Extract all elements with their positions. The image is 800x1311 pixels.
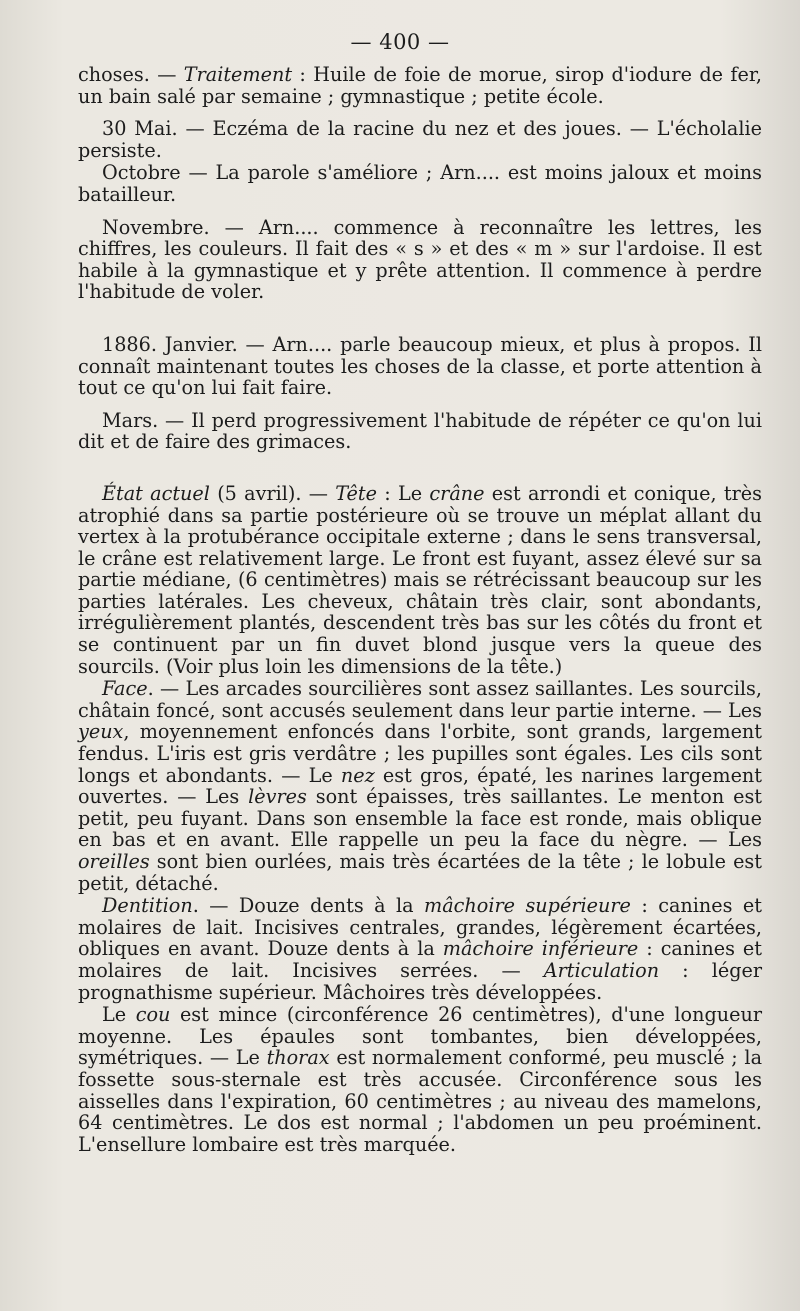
paragraph-1886-janvier (78, 334, 762, 399)
paragraph-30-mai (78, 118, 762, 161)
text-run: : Le (376, 481, 430, 505)
italic-term: nez (340, 763, 375, 787)
paragraph-octobre (78, 162, 762, 205)
text-run: : Huile de foie de morue, sirop d'iodure de fer, un bain salé par semaine ; gymnastique ; petite école. (78, 63, 762, 108)
italic-term: Face (102, 677, 148, 701)
text-run: est mince (circonférence 26 centimètres), d'une longueur moyenne. Les épaules sont tombantes, bien développées, symétriques. — Le (78, 1003, 762, 1070)
paragraph-traitement (78, 64, 762, 107)
text-run: : canines et molaires de lait. Incisives centrales, grandes, légèrement écartées, obliques en avant. Douze dents à la (78, 894, 762, 961)
paragraph-etat-actuel (78, 483, 762, 677)
text-run: Octobre — La parole s'améliore ; Arn.... est moins jaloux et moins batailleur. (78, 161, 762, 206)
italic-term: Articulation (543, 958, 660, 982)
text-run: est gros, épaté, les narines largement ouvertes. — Les (78, 763, 762, 809)
italic-term: crâne (429, 481, 485, 505)
text-run: . — Les arcades sourcilières sont assez saillantes. Les sourcils, châtain foncé, sont accusés seulement dans leur partie interne. — Les (78, 677, 762, 722)
italic-term: oreilles (78, 850, 150, 873)
text-run: Novembre. — Arn.... commence à reconnaître les lettres, les chiffres, les couleurs. Il fait des « s » et des « m » sur l'ardoise. Il est habile à la gymnastique et y prête attention. Il commence à perdre l'habitude de voler. (78, 215, 762, 304)
italic-term: thorax (266, 1046, 330, 1070)
text-run: : canines et molaires de lait. Incisives serrées. — (78, 937, 762, 982)
paragraph-dentition (78, 895, 762, 1003)
paragraph-mars (78, 410, 762, 453)
text-run: Mars. — Il perd progressivement l'habitude de répéter ce qu'on lui dit et de faire des grimaces. (78, 408, 762, 454)
text-run: Le (102, 1003, 136, 1027)
italic-term: lèvres (248, 785, 307, 809)
text-run: , moyennement enfoncés dans l'orbite, sont grands, largement fendus. L'iris est gris verdâtre ; les pupilles sont égales. Les cils sont longs et abondants. — Le (78, 720, 762, 787)
italic-term: État actuel (102, 481, 210, 505)
text-run: : léger prognathisme supérieur. Mâchoires très développées. (78, 958, 762, 1004)
page-body (78, 64, 762, 1155)
italic-term: mâchoire inférieure (442, 937, 639, 961)
italic-term: yeux (78, 720, 124, 744)
page-number: — 400 — (350, 30, 450, 54)
text-run: (5 avril). — (209, 481, 336, 505)
italic-term: Traitement (183, 63, 293, 86)
italic-term: Tête (335, 481, 377, 505)
text-run: sont épaisses, très saillantes. Le menton est petit, peu fuyant. Dans son ensemble la face est ronde, mais oblique en bas et en avant. Elle rappelle un peu la face du nègre. — Les (78, 785, 762, 852)
italic-term: mâchoire supérieure (424, 894, 631, 918)
text-run: . — Douze dents à la (192, 894, 425, 918)
text-run: choses. — (78, 63, 184, 86)
paragraph-face (78, 678, 762, 894)
text-run: est arrondi et conique, très atrophié dans sa partie postérieure où se trouve un méplat allant du vertex à la protubérance occipitale externe ; dans le sens transversal, le crâne est relativement large. Le front est fuyant, assez élevé sur sa partie médiane, (6 centimètres) mais se rétrécissant beaucoup sur les parties latérales. Les cheveux, châtain très clair, sont abondants, irrégulièrement plantés, descendent très bas sur les côtés du front et se continuent par un fin duvet blond jusque vers la queue des sourcils. (Voir plus loin les dimensions de la tête.) (78, 481, 763, 678)
italic-term: cou (135, 1003, 171, 1027)
text-run: est normalement conformé, peu musclé ; la fossette sous-sternale est très accusée. Circonférence sous les aisselles dans l'expiration, 60 centimètres ; au niveau des mamelons, 64 centimètres. Le dos est normal ; l'abdomen un peu proéminent. L'ensellure lombaire est très marquée. (78, 1046, 763, 1156)
text-run: 1886. Janvier. — Arn.... parle beaucoup mieux, et plus à propos. Il connaît maintenant toutes les choses de la classe, et porte attention à tout ce qu'on lui fait faire. (78, 332, 762, 400)
paragraph-cou-thorax (78, 1004, 762, 1155)
italic-term: Dentition (102, 894, 193, 918)
text-run: sont bien ourlées, mais très écartées de la tête ; le lobule est petit, détaché. (78, 850, 762, 895)
paragraph-novembre (78, 217, 762, 303)
text-run: 30 Mai. — Eczéma de la racine du nez et des joues. — L'écholalie persiste. (78, 117, 762, 162)
